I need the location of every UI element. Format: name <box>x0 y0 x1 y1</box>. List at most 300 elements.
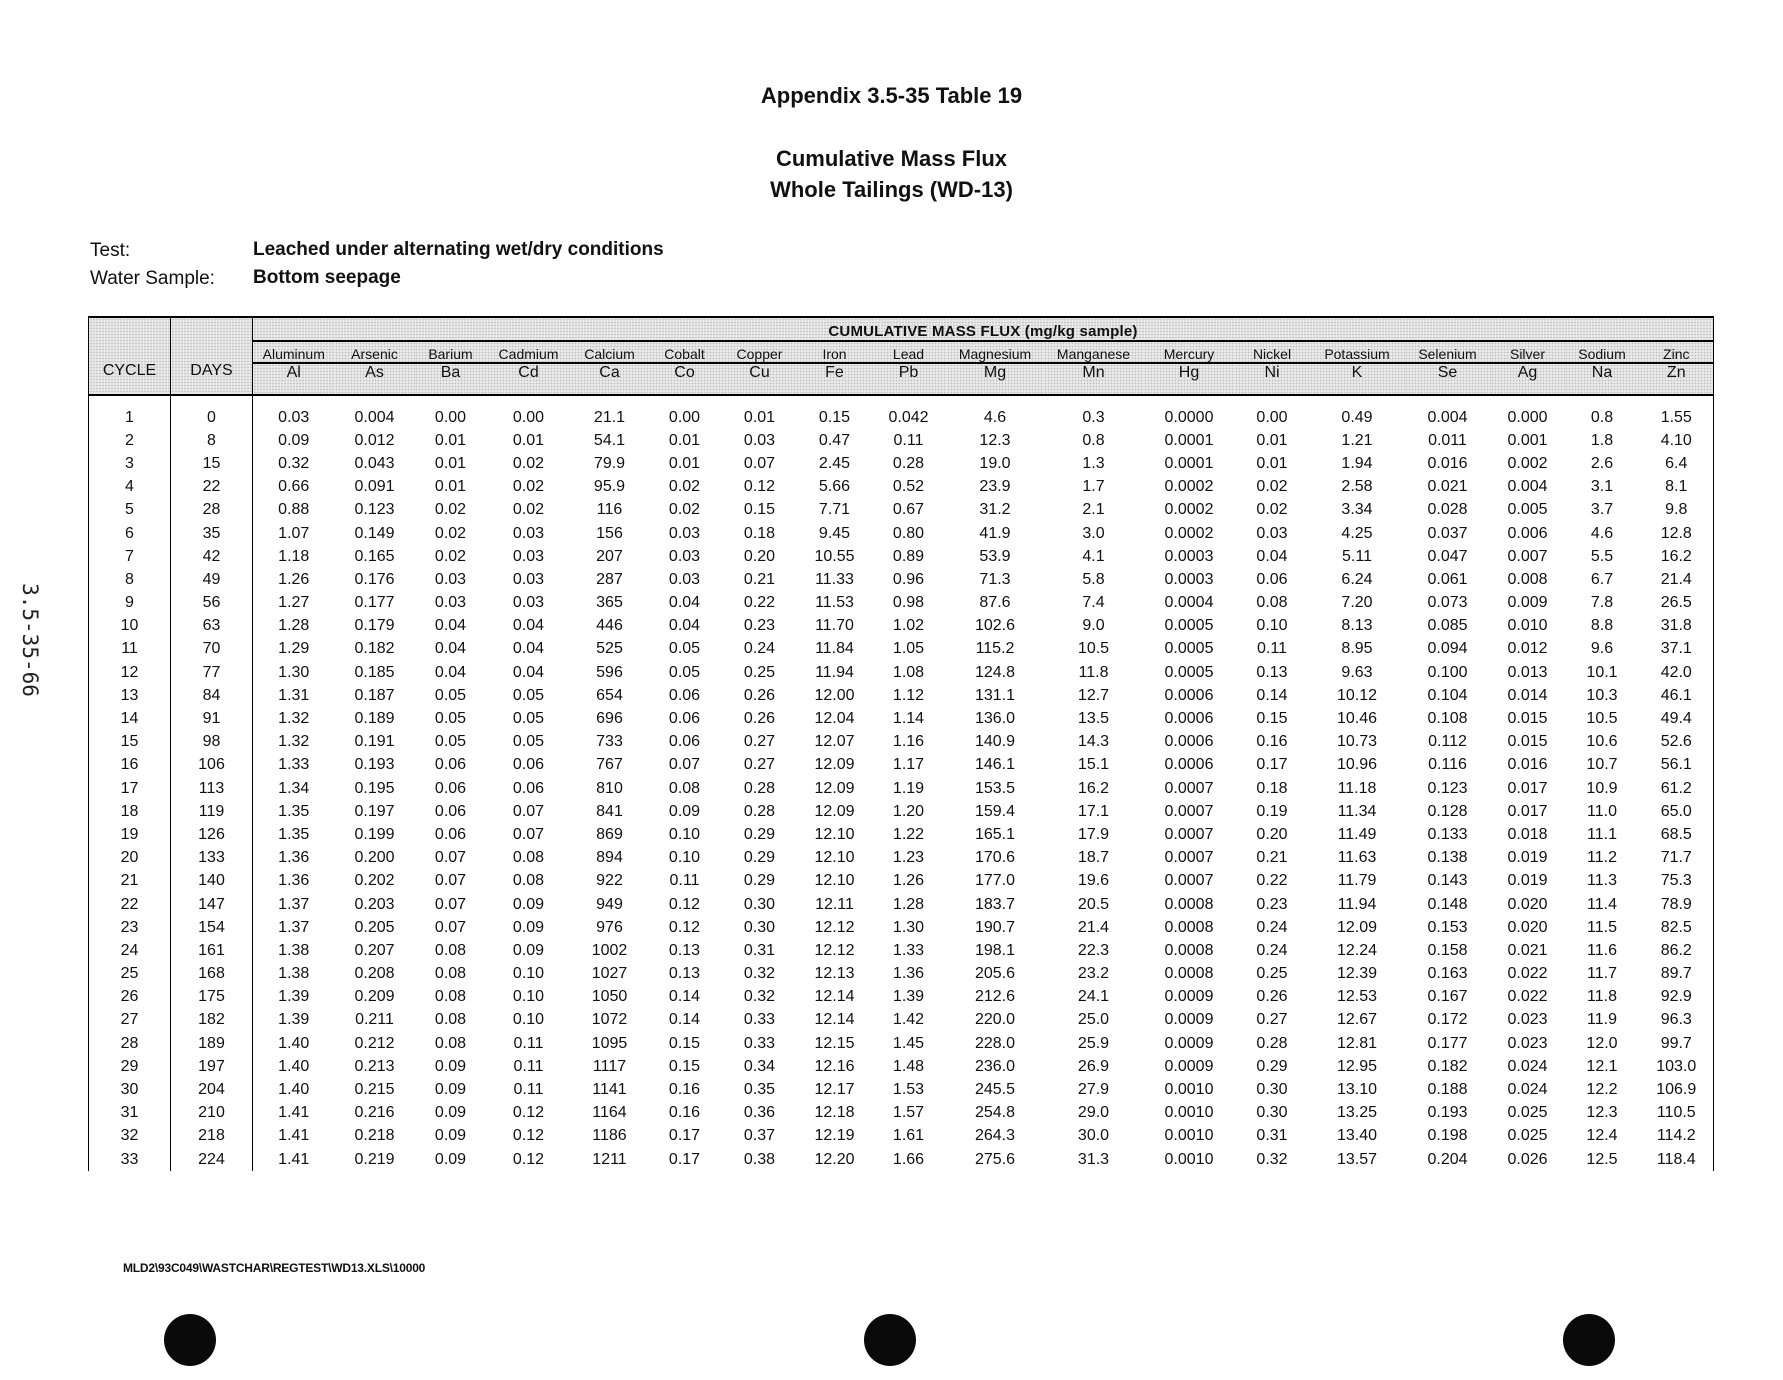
cycle-cell: 19 <box>89 823 171 846</box>
flux-value-cell: 0.27 <box>743 733 776 751</box>
flux-value-cell: 12.7 <box>1077 686 1110 704</box>
flux-value-cell: 0.0007 <box>1164 802 1214 820</box>
flux-value-cell: 0.0004 <box>1164 594 1214 612</box>
flux-value-cell: 21.1 <box>593 408 626 426</box>
flux-value-cell: 1.07 <box>278 524 310 542</box>
flux-value-cell: 1.3 <box>1082 454 1105 472</box>
flux-value-cell: 0.09 <box>434 1104 467 1122</box>
flux-value-cell: 0.153 <box>1427 918 1468 936</box>
flux-value-cell: 0.112 <box>1428 733 1467 751</box>
table-row <box>89 707 1714 730</box>
days-cell: 140 <box>171 870 253 893</box>
flux-value-cell: 30.0 <box>1077 1127 1110 1145</box>
flux-value-cell: 10.46 <box>1336 710 1378 728</box>
flux-value-cell: 0.0009 <box>1164 1011 1214 1029</box>
flux-value-cell: 1.30 <box>278 663 310 681</box>
cycle-cell: 29 <box>89 1055 171 1078</box>
flux-value-cell: 0.123 <box>1427 779 1468 797</box>
flux-value-cell: 1.14 <box>892 710 925 728</box>
flux-value-cell: 0.0003 <box>1164 547 1214 565</box>
flux-value-cell: 12.18 <box>814 1104 855 1122</box>
flux-value-cell: 5.11 <box>1342 547 1372 565</box>
flux-value-cell: 0.0010 <box>1164 1127 1214 1145</box>
days-cell: 147 <box>171 893 253 916</box>
element-name-header: Sodium <box>1565 341 1640 363</box>
flux-value-cell: 31.3 <box>1077 1150 1110 1168</box>
cycle-header: CYCLE <box>89 317 171 395</box>
flux-value-cell: 976 <box>596 918 623 936</box>
cycle-cell: 30 <box>89 1078 171 1101</box>
days-cell: 189 <box>171 1032 253 1055</box>
flux-value-cell: 1.27 <box>278 594 310 612</box>
flux-value-cell: 1050 <box>591 988 628 1006</box>
flux-value-cell: 0.0001 <box>1164 431 1214 449</box>
table-row <box>89 754 1714 777</box>
flux-value-cell: 0.211 <box>355 1011 394 1029</box>
flux-value-cell: 26.5 <box>1640 592 1714 615</box>
table-row <box>89 638 1714 661</box>
element-name-header: Copper <box>721 341 799 363</box>
flux-value-cell: 0.004 <box>1507 478 1548 496</box>
element-symbol-header: Ag <box>1491 363 1565 395</box>
days-cell: 84 <box>171 684 253 707</box>
flux-value-cell: 99.7 <box>1640 1032 1714 1055</box>
flux-value-cell: 1.36 <box>278 849 310 867</box>
flux-value-cell: 0.03 <box>278 408 310 426</box>
table-row <box>89 1055 1714 1078</box>
flux-value-cell: 0.02 <box>1256 501 1288 519</box>
flux-value-cell: 7.8 <box>1590 594 1614 612</box>
flux-value-cell: 0.11 <box>513 1081 544 1099</box>
flux-value-cell: 0.043 <box>354 454 395 472</box>
cycle-cell: 18 <box>89 800 171 823</box>
element-name-header: Potassium <box>1310 341 1405 363</box>
element-name-header: Barium <box>415 341 487 363</box>
flux-value-cell: 19.6 <box>1077 872 1110 890</box>
flux-value-cell: 0.021 <box>1427 478 1468 496</box>
cycle-cell: 20 <box>89 847 171 870</box>
flux-value-cell: 0.0008 <box>1164 918 1214 936</box>
flux-value-cell: 0.07 <box>512 825 545 843</box>
flux-value-cell: 0.29 <box>743 849 776 867</box>
flux-value-cell: 1.28 <box>892 895 925 913</box>
flux-value-cell: 254.8 <box>974 1104 1016 1122</box>
days-cell: 0 <box>171 406 253 429</box>
flux-value-cell: 0.3 <box>1082 408 1105 426</box>
flux-value-cell: 0.138 <box>1427 849 1468 867</box>
flux-value-cell: 1095 <box>591 1034 628 1052</box>
flux-value-cell: 5.5 <box>1590 547 1614 565</box>
flux-value-cell: 0.011 <box>1428 431 1467 449</box>
flux-value-cell: 0.09 <box>512 941 545 959</box>
flux-value-cell: 11.5 <box>1587 918 1617 936</box>
flux-value-cell: 10.96 <box>1336 756 1378 774</box>
flux-value-cell: 0.01 <box>668 454 701 472</box>
flux-value-cell: 95.9 <box>593 478 626 496</box>
flux-value-cell: 2.45 <box>818 454 851 472</box>
flux-value-cell: 1211 <box>592 1150 627 1168</box>
flux-value-cell: 0.11 <box>669 872 700 890</box>
element-name-header: Calcium <box>571 341 649 363</box>
flux-value-cell: 0.09 <box>512 895 545 913</box>
days-cell: 15 <box>171 452 253 475</box>
table-row <box>89 847 1714 870</box>
flux-value-cell: 0.98 <box>892 594 925 612</box>
flux-value-cell: 0.33 <box>743 1034 776 1052</box>
flux-value-cell: 190.7 <box>974 918 1016 936</box>
flux-value-cell: 17.1 <box>1077 802 1110 820</box>
element-name-row <box>89 341 1714 363</box>
flux-value-cell: 1.16 <box>892 733 925 751</box>
mass-flux-table <box>88 316 1714 1171</box>
flux-value-cell: 8.8 <box>1590 617 1614 635</box>
flux-value-cell: 0.203 <box>354 895 395 913</box>
flux-value-cell: 0.06 <box>1256 570 1288 588</box>
flux-value-cell: 12.17 <box>814 1081 855 1099</box>
days-cell: 35 <box>171 522 253 545</box>
flux-value-cell: 0.0008 <box>1164 895 1214 913</box>
flux-value-cell: 0.000 <box>1507 408 1548 426</box>
flux-value-cell: 0.016 <box>1507 756 1548 774</box>
flux-value-cell: 1.38 <box>278 965 310 983</box>
flux-value-cell: 5.8 <box>1082 570 1105 588</box>
flux-value-cell: 11.6 <box>1587 941 1617 959</box>
water-sample-label: Water Sample: <box>90 268 215 289</box>
flux-value-cell: 12.10 <box>814 872 855 890</box>
table-row <box>89 1102 1714 1125</box>
flux-value-cell: 0.07 <box>668 756 701 774</box>
flux-value-cell: 17.9 <box>1077 825 1110 843</box>
flux-value-cell: 1.02 <box>892 617 925 635</box>
flux-value-cell: 0.35 <box>743 1081 776 1099</box>
cycle-cell: 16 <box>89 754 171 777</box>
flux-value-cell: 0.0002 <box>1164 501 1214 519</box>
flux-value-cell: 0.16 <box>668 1081 701 1099</box>
flux-value-cell: 0.22 <box>743 594 776 612</box>
flux-value-cell: 0.01 <box>434 431 467 449</box>
flux-value-cell: 1.19 <box>892 779 925 797</box>
flux-value-cell: 9.0 <box>1082 617 1105 635</box>
cycle-cell: 26 <box>89 986 171 1009</box>
days-header: DAYS <box>171 317 253 395</box>
flux-value-cell: 0.005 <box>1507 501 1548 519</box>
flux-value-cell: 0.212 <box>354 1034 395 1052</box>
flux-value-cell: 0.01 <box>512 431 545 449</box>
flux-value-cell: 0.198 <box>1427 1127 1468 1145</box>
days-cell: 175 <box>171 986 253 1009</box>
element-symbol-header: Pb <box>871 363 947 395</box>
flux-value-cell: 0.116 <box>1428 756 1467 774</box>
mass-flux-table-container <box>88 316 1697 1171</box>
flux-value-cell: 75.3 <box>1640 870 1714 893</box>
flux-value-cell: 0.09 <box>668 802 701 820</box>
flux-value-cell: 1.36 <box>892 965 925 983</box>
flux-value-cell: 0.25 <box>743 663 776 681</box>
flux-value-cell: 68.5 <box>1640 823 1714 846</box>
flux-value-cell: 0.12 <box>668 918 701 936</box>
flux-value-cell: 8.13 <box>1341 617 1373 635</box>
flux-value-cell: 0.07 <box>512 802 545 820</box>
flux-value-cell: 0.08 <box>512 872 545 890</box>
flux-value-cell: 0.091 <box>354 478 395 496</box>
flux-value-cell: 894 <box>596 849 623 867</box>
flux-value-cell: 0.016 <box>1427 454 1468 472</box>
element-name-header: Lead <box>871 341 947 363</box>
flux-value-cell: 0.17 <box>668 1150 701 1168</box>
flux-value-cell: 0.28 <box>743 802 776 820</box>
flux-value-cell: 0.094 <box>1427 640 1468 658</box>
table-row <box>89 476 1714 499</box>
element-symbol-header: Ca <box>571 363 649 395</box>
binder-hole-right <box>1563 1314 1615 1366</box>
cycle-cell: 4 <box>89 476 171 499</box>
flux-value-cell: 0.006 <box>1507 524 1548 542</box>
cycle-cell: 27 <box>89 1009 171 1032</box>
flux-value-cell: 10.55 <box>814 547 855 565</box>
flux-value-cell: 146.1 <box>974 756 1016 774</box>
flux-value-cell: 0.193 <box>1427 1104 1468 1122</box>
flux-value-cell: 0.0010 <box>1164 1150 1214 1168</box>
flux-value-cell: 0.37 <box>743 1127 776 1145</box>
flux-value-cell: 12.3 <box>1586 1104 1618 1122</box>
flux-value-cell: 0.34 <box>743 1057 776 1075</box>
flux-value-cell: 0.36 <box>743 1104 776 1122</box>
flux-value-cell: 110.5 <box>1640 1102 1714 1125</box>
table-row <box>89 406 1714 429</box>
flux-value-cell: 12.09 <box>814 779 855 797</box>
gap-cell <box>415 395 487 406</box>
flux-value-cell: 10.9 <box>1586 779 1618 797</box>
flux-value-cell: 0.03 <box>1256 524 1288 542</box>
table-row <box>89 939 1714 962</box>
flux-value-cell: 10.73 <box>1336 733 1378 751</box>
flux-value-cell: 153.5 <box>974 779 1016 797</box>
flux-value-cell: 0.104 <box>1427 686 1468 704</box>
gap-cell <box>1491 395 1565 406</box>
flux-value-cell: 0.09 <box>434 1057 467 1075</box>
days-cell: 113 <box>171 777 253 800</box>
flux-value-cell: 31.8 <box>1640 615 1714 638</box>
flux-value-cell: 0.04 <box>668 617 701 635</box>
gap-cell <box>89 395 171 406</box>
flux-value-cell: 0.047 <box>1427 547 1468 565</box>
flux-value-cell: 0.108 <box>1427 710 1468 728</box>
cycle-cell: 14 <box>89 707 171 730</box>
flux-value-cell: 0.219 <box>354 1150 395 1168</box>
flux-value-cell: 79.9 <box>593 454 626 472</box>
flux-value-cell: 1.38 <box>278 941 310 959</box>
flux-value-cell: 0.17 <box>1256 756 1288 774</box>
flux-value-cell: 1.21 <box>1341 431 1373 449</box>
flux-value-cell: 0.012 <box>1507 640 1548 658</box>
flux-value-cell: 0.09 <box>434 1127 467 1145</box>
flux-value-cell: 0.001 <box>1507 431 1548 449</box>
flux-value-cell: 22.3 <box>1077 941 1110 959</box>
flux-value-cell: 1.55 <box>1640 406 1714 429</box>
flux-value-cell: 1.35 <box>278 825 310 843</box>
days-cell: 49 <box>171 568 253 591</box>
flux-value-cell: 0.0008 <box>1164 941 1214 959</box>
flux-value-cell: 696 <box>596 710 623 728</box>
flux-value-cell: 25.9 <box>1077 1034 1110 1052</box>
flux-value-cell: 0.002 <box>1507 454 1548 472</box>
flux-value-cell: 12.04 <box>814 710 855 728</box>
flux-value-cell: 3.1 <box>1590 478 1614 496</box>
flux-value-cell: 0.03 <box>512 524 545 542</box>
flux-value-cell: 0.03 <box>668 524 701 542</box>
cycle-cell: 17 <box>89 777 171 800</box>
flux-value-cell: 0.00 <box>434 408 467 426</box>
flux-value-cell: 65.0 <box>1640 800 1714 823</box>
flux-value-cell: 0.01 <box>434 478 467 496</box>
flux-value-cell: 0.199 <box>354 825 395 843</box>
flux-value-cell: 0.193 <box>354 756 395 774</box>
flux-value-cell: 0.0007 <box>1164 779 1214 797</box>
flux-value-cell: 0.28 <box>743 779 776 797</box>
flux-value-cell: 0.24 <box>743 640 776 658</box>
flux-value-cell: 0.07 <box>434 918 467 936</box>
flux-value-cell: 0.14 <box>668 988 701 1006</box>
flux-value-cell: 12.10 <box>814 825 855 843</box>
flux-value-cell: 0.16 <box>668 1104 701 1122</box>
flux-value-cell: 0.18 <box>743 524 776 542</box>
flux-value-cell: 0.24 <box>1256 941 1288 959</box>
flux-value-cell: 0.32 <box>278 454 310 472</box>
flux-value-cell: 0.08 <box>434 965 467 983</box>
flux-value-cell: 0.88 <box>278 501 310 519</box>
flux-value-cell: 4.10 <box>1640 429 1714 452</box>
flux-value-cell: 207 <box>596 547 623 565</box>
flux-value-cell: 446 <box>596 617 623 635</box>
flux-value-cell: 41.9 <box>979 524 1011 542</box>
flux-value-cell: 1.23 <box>892 849 925 867</box>
cycle-cell: 3 <box>89 452 171 475</box>
flux-value-cell: 0.073 <box>1427 594 1468 612</box>
flux-value-cell: 4.1 <box>1082 547 1105 565</box>
flux-value-cell: 0.13 <box>1256 663 1288 681</box>
flux-value-cell: 0.31 <box>743 941 776 959</box>
flux-value-cell: 6.4 <box>1640 452 1714 475</box>
days-cell: 168 <box>171 963 253 986</box>
flux-value-cell: 0.28 <box>1256 1034 1288 1052</box>
flux-value-cell: 1.39 <box>278 1011 310 1029</box>
flux-value-cell: 0.195 <box>354 779 395 797</box>
table-row <box>89 1009 1714 1032</box>
flux-value-cell: 11.8 <box>1587 988 1617 1006</box>
days-cell: 70 <box>171 638 253 661</box>
flux-value-cell: 31.2 <box>979 501 1011 519</box>
cycle-cell: 5 <box>89 499 171 522</box>
days-cell: 119 <box>171 800 253 823</box>
flux-value-cell: 1.39 <box>278 988 310 1006</box>
element-name-header: Mercury <box>1144 341 1235 363</box>
flux-value-cell: 2.58 <box>1341 478 1373 496</box>
table-subtitle: Cumulative Mass Flux <box>775 146 1008 171</box>
table-row <box>89 986 1714 1009</box>
element-symbol-header: Zn <box>1640 363 1714 395</box>
element-symbol-header: Co <box>649 363 721 395</box>
flux-value-cell: 18.7 <box>1077 849 1110 867</box>
element-symbol-row <box>89 363 1714 395</box>
flux-value-cell: 1186 <box>592 1127 627 1145</box>
flux-value-cell: 19.0 <box>979 454 1011 472</box>
flux-value-cell: 0.49 <box>1341 408 1373 426</box>
flux-value-cell: 2.6 <box>1590 454 1614 472</box>
flux-value-cell: 0.11 <box>893 431 924 449</box>
flux-value-cell: 0.13 <box>668 965 701 983</box>
flux-value-cell: 11.18 <box>1337 779 1377 797</box>
flux-value-cell: 0.007 <box>1507 547 1548 565</box>
binder-hole-left <box>164 1314 216 1366</box>
flux-value-cell: 0.04 <box>668 594 701 612</box>
file-path-footer: MLD2\93C049\WASTCHAR\REGTEST\WD13.XLS\10000 <box>123 1261 426 1275</box>
gap-cell <box>799 395 871 406</box>
flux-value-cell: 1.31 <box>278 686 310 704</box>
cycle-cell: 32 <box>89 1125 171 1148</box>
flux-value-cell: 124.8 <box>974 663 1016 681</box>
cycle-cell: 24 <box>89 939 171 962</box>
flux-value-cell: 0.23 <box>1256 895 1288 913</box>
flux-value-cell: 220.0 <box>974 1011 1016 1029</box>
gap-cell <box>1640 395 1714 406</box>
mass-flux-table-body <box>89 395 1714 1171</box>
element-symbol-header: Hg <box>1144 363 1235 395</box>
flux-value-cell: 0.09 <box>434 1150 467 1168</box>
flux-value-cell: 0.025 <box>1507 1104 1548 1122</box>
flux-value-cell: 15.1 <box>1077 756 1110 774</box>
flux-value-cell: 0.29 <box>1256 1057 1288 1075</box>
flux-value-cell: 1117 <box>592 1057 627 1075</box>
flux-value-cell: 1.40 <box>278 1057 310 1075</box>
flux-value-cell: 11.4 <box>1587 895 1617 913</box>
flux-value-cell: 0.04 <box>434 663 467 681</box>
flux-value-cell: 0.38 <box>743 1150 776 1168</box>
flux-value-cell: 1.20 <box>892 802 925 820</box>
flux-value-cell: 0.12 <box>512 1104 545 1122</box>
flux-value-cell: 0.52 <box>892 478 925 496</box>
flux-value-cell: 0.15 <box>743 501 776 519</box>
days-cell: 197 <box>171 1055 253 1078</box>
flux-value-cell: 0.05 <box>512 733 545 751</box>
days-cell: 98 <box>171 731 253 754</box>
table-row <box>89 1148 1714 1171</box>
flux-value-cell: 11.94 <box>815 663 854 681</box>
flux-value-cell: 7.4 <box>1082 594 1105 612</box>
flux-value-cell: 0.017 <box>1507 802 1548 820</box>
flux-value-cell: 841 <box>596 802 623 820</box>
flux-value-cell: 0.0001 <box>1164 454 1214 472</box>
gap-cell <box>1235 395 1310 406</box>
flux-value-cell: 12.24 <box>1336 941 1378 959</box>
flux-value-cell: 0.15 <box>668 1057 701 1075</box>
table-row <box>89 916 1714 939</box>
water-sample-value: Bottom seepage <box>253 267 401 288</box>
flux-value-cell: 0.165 <box>354 547 395 565</box>
flux-value-cell: 8.1 <box>1640 476 1714 499</box>
flux-value-cell: 0.123 <box>354 501 395 519</box>
flux-value-cell: 12.2 <box>1586 1081 1618 1099</box>
flux-value-cell: 9.6 <box>1590 640 1614 658</box>
flux-value-cell: 11.33 <box>815 570 854 588</box>
flux-value-cell: 0.0009 <box>1164 1034 1214 1052</box>
element-name-header: Nickel <box>1235 341 1310 363</box>
flux-value-cell: 103.0 <box>1640 1055 1714 1078</box>
flux-value-cell: 114.2 <box>1640 1125 1714 1148</box>
flux-value-cell: 212.6 <box>974 988 1016 1006</box>
flux-value-cell: 0.03 <box>668 547 701 565</box>
flux-value-cell: 0.204 <box>1427 1150 1468 1168</box>
flux-value-cell: 0.07 <box>434 895 467 913</box>
